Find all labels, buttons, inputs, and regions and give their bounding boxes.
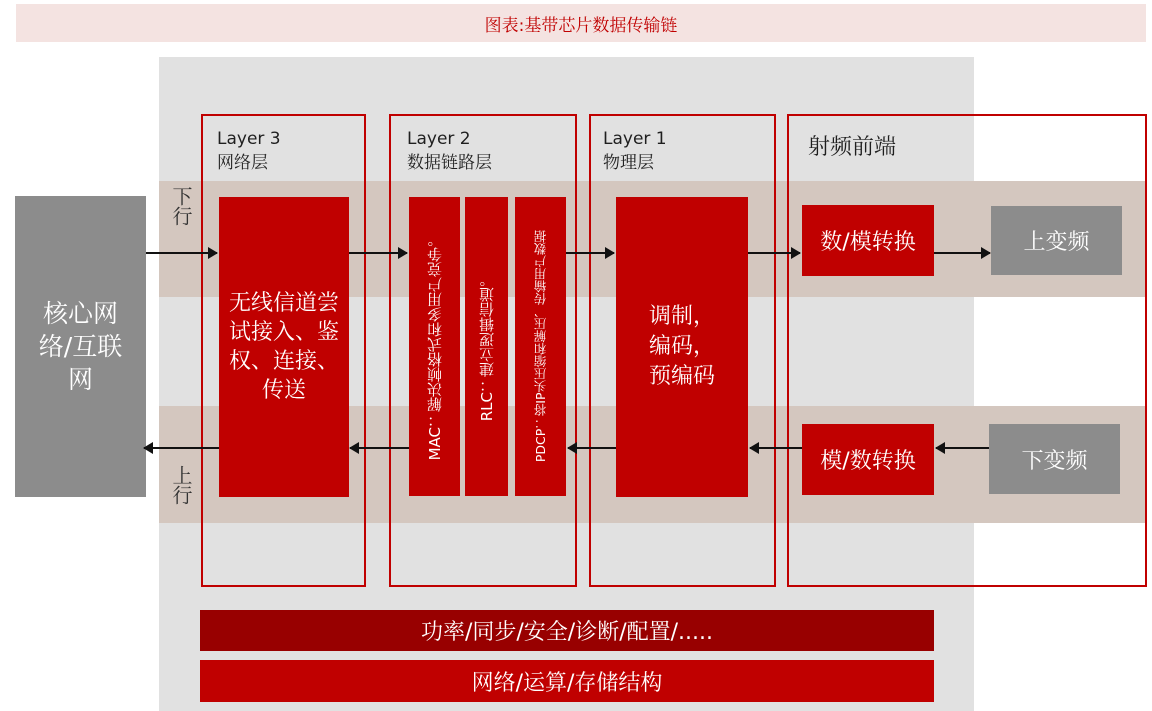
layer2-subtitle: 数据链路层 <box>407 153 492 173</box>
infrastructure-bar: 网络/运算/存储结构 <box>200 660 934 702</box>
layer2-name: Layer 2 <box>407 129 471 149</box>
core-network-box: 核心网络/互联网 <box>15 196 146 497</box>
pdcp-box <box>515 197 566 496</box>
downlink-arrow-core-to-l3 <box>146 252 217 254</box>
downlink-arrow-dac-to-upconvert <box>934 252 990 254</box>
downlink-label: 下行 <box>169 186 193 226</box>
downlink-arrow-l3-to-l2 <box>349 252 407 254</box>
mac-box <box>409 197 460 496</box>
uplink-arrow-l2-to-l3 <box>350 447 409 449</box>
layer1-function-box: 调制，编码，预编码 <box>616 197 748 497</box>
rf-title: 射频前端 <box>808 135 897 160</box>
support-functions-bar: 功率/同步/安全/诊断/配置/..... <box>200 610 934 651</box>
upconvert-box: 上变频 <box>991 206 1122 275</box>
rf-frame <box>787 114 1147 587</box>
adc-box: 模/数转换 <box>802 424 934 495</box>
layer1-subtitle: 物理层 <box>603 153 654 173</box>
mac-text: MAC：解决帧格式和多用户竞争。 <box>426 232 444 461</box>
layer3-subtitle: 网络层 <box>217 153 268 173</box>
layer3-name: Layer 3 <box>217 129 281 149</box>
uplink-arrow-l3-to-core <box>144 447 219 449</box>
layer3-function-box: 无线信道尝试接入、鉴权、连接、传送 <box>219 197 349 497</box>
rlc-box <box>465 197 508 496</box>
layer1-name: Layer 1 <box>603 129 667 149</box>
uplink-label: 上行 <box>169 465 193 505</box>
uplink-arrow-l1-to-l2 <box>568 447 616 449</box>
figure-title: 图表:基带芯片数据传输链 <box>16 4 1146 42</box>
uplink-arrow-adc-to-l1 <box>750 447 802 449</box>
uplink-arrow-downconvert-to-adc <box>936 447 989 449</box>
downlink-arrow-l2-to-l1 <box>566 252 614 254</box>
downconvert-box: 下变频 <box>989 424 1120 494</box>
dac-box: 数/模转换 <box>802 205 934 276</box>
rlc-text: RLC：建立逻辑信道。 <box>478 271 496 422</box>
downlink-arrow-l1-to-dac <box>748 252 800 254</box>
pdcp-text: PDCP：将IP头压缩和解压、传输用户数据 <box>532 230 548 463</box>
